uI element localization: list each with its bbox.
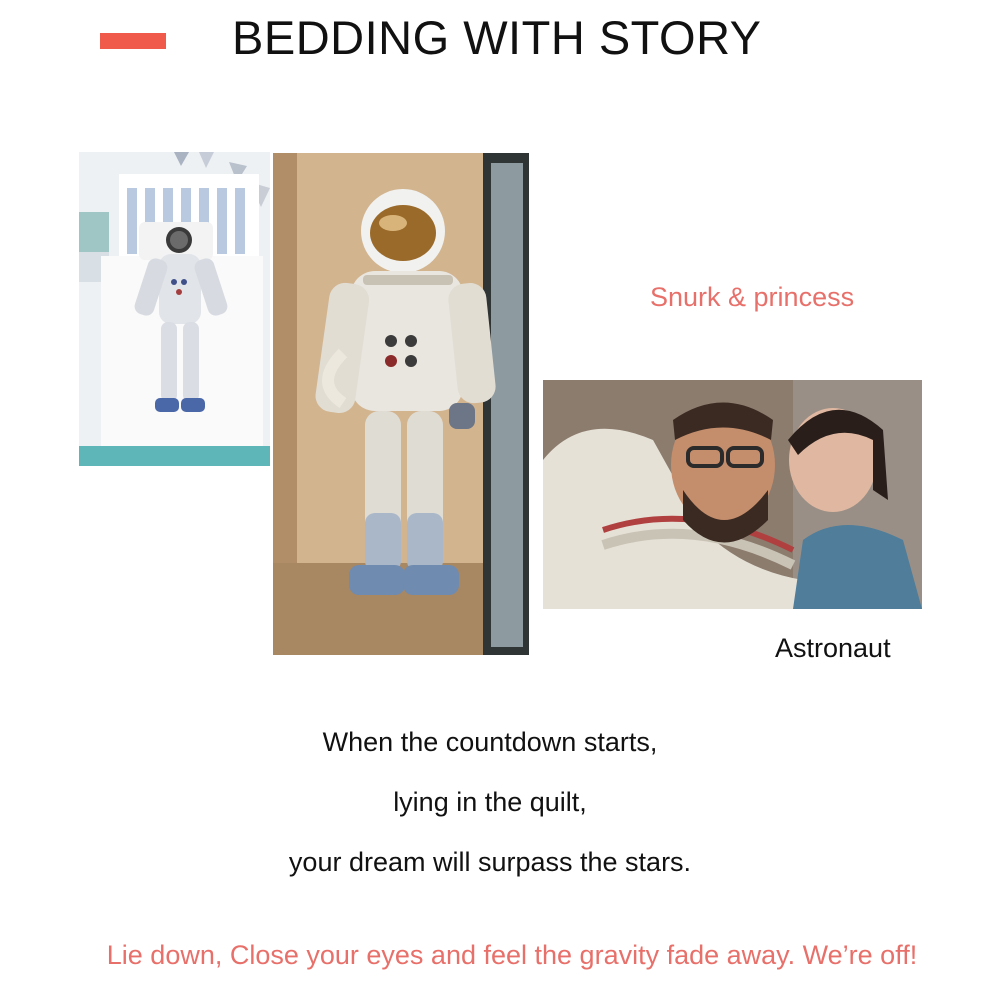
accent-bar <box>100 33 166 49</box>
caption-astronaut: Astronaut <box>775 633 891 663</box>
astronaut-couple-photo <box>543 380 922 609</box>
tagline: Lie down, Close your eyes and feel the gravity fade away. We’re off! <box>106 940 918 970</box>
page-title: BEDDING WITH STORY <box>232 11 762 64</box>
poem <box>0 722 980 902</box>
poem-line: lying in the quilt, <box>393 787 587 817</box>
astronaut-costume-photo <box>273 153 529 655</box>
poem-line: When the countdown starts, <box>322 727 658 757</box>
caption-snurk-princess: Snurk & princess <box>650 282 855 312</box>
poem-line: your dream will surpass the stars. <box>288 847 692 877</box>
astronaut-bedding-photo <box>79 152 270 466</box>
